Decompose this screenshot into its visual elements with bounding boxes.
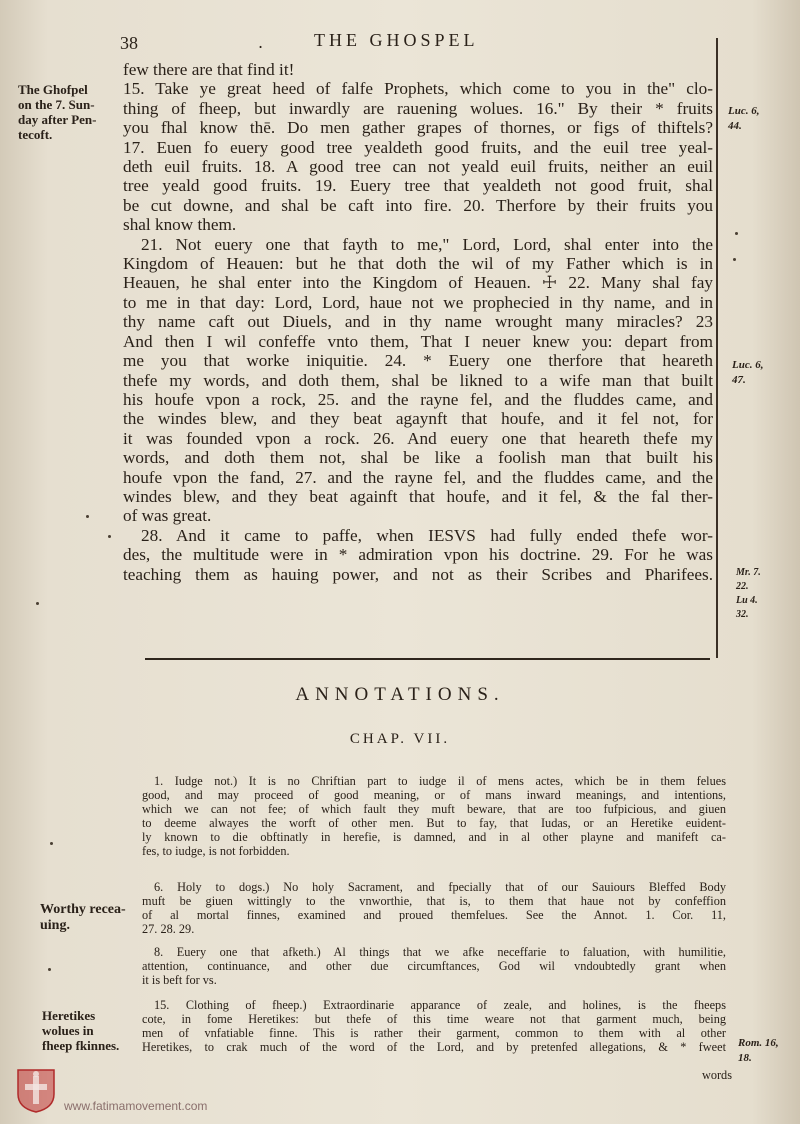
text-line: 28. And it came to paffe, when IESVS had fully ended thefe wor- <box>141 525 713 545</box>
annotation-line: men of vnfatiable finne. This is rather their garment, common to them with al other <box>142 1026 726 1041</box>
text-line: it was founded vpon a rock. 26. And euery one that heareth thefe my <box>123 428 713 448</box>
annotation-note-15 <box>142 998 726 1054</box>
ref-line: Luc. 6, <box>732 359 764 371</box>
ink-speck <box>733 258 736 261</box>
ink-speck <box>86 515 89 518</box>
text-line: tree yeald good fruits. 19. Euery tree that yealdeth not good fruit, shal <box>123 176 713 196</box>
section-divider <box>145 658 710 660</box>
text-line: of was great. <box>123 506 212 526</box>
ref-line: Lu 4. <box>736 595 758 606</box>
annotation-line: fes, to iudge, is not forbidden. <box>142 844 290 859</box>
text-line: to me in that day: Lord, Lord, haue not we prophecied in thy name, and in <box>123 292 713 312</box>
annotation-line: 15. Clothing of fheep.) Extraordinarie apparance of zeale, and holines, is the fheeps <box>154 998 726 1012</box>
annotation-line: it is beft for vs. <box>142 973 217 988</box>
annotation-line: cote, in fome Heretikes: but thefe of this time weare not that garment much, being <box>142 1012 726 1027</box>
ink-speck <box>108 535 111 538</box>
text-line: windes blew, and they beat againft that houfe, and it fel, & the fal ther- <box>123 486 713 506</box>
text-line: 17. Euen fo euery good tree yealdeth good fruits, and the euil tree yeal- <box>123 137 713 157</box>
text-line: thing of fheep, but inwardly are rauening wolues. 16." By their * fruits <box>123 98 713 118</box>
catchword <box>142 1068 732 1082</box>
annotation-line: 27. 28. 29. <box>142 922 195 937</box>
ref-line: 22. <box>736 581 749 592</box>
annotation-line: 8. Euery one that afketh.) Al things that we afke neceffarie to faluation, with humilitie, <box>154 945 726 959</box>
ink-speck <box>50 842 53 845</box>
margin-note-line: fheep fkinnes. <box>42 1038 120 1053</box>
margin-note-line: tecoft. <box>18 127 53 142</box>
text-line: few there are that find it! <box>123 60 295 79</box>
text-line: deth euil fruits. 18. A good tree can not yeald euil fruits, neither an euil <box>123 157 713 177</box>
text-line: you fhal know thē. Do men gather grapes of thornes, or figs of thiftels? <box>123 118 713 138</box>
ref-line: 44. <box>728 120 742 132</box>
annotation-line: good, and may proceed of good meaning, or of mans inward meanings, and intentions, <box>142 788 726 803</box>
annotation-line: Heretikes, to crak much of the word of the Lord, and by pretenfed allegations, & * fweet <box>142 1040 726 1055</box>
page-number: 38 <box>120 33 138 53</box>
margin-note-worthy <box>40 902 126 934</box>
text-line: thefe my words, and doth them, shal be likned to a wife man that built <box>123 370 713 390</box>
vertical-rule <box>716 38 718 658</box>
text-line: houfe vpon the fand, 27. and the rayne fel, and the fluddes came, and the <box>123 467 713 487</box>
margin-note-line: uing. <box>40 918 70 933</box>
scripture-text <box>123 60 713 584</box>
margin-note-line: The Ghofpel <box>18 82 88 97</box>
text-line: 15. Take ye great heed of falfe Prophets, which come to you in the" clo- <box>123 79 713 99</box>
annotation-note-6 <box>142 880 726 936</box>
text-line: me you that worke iniquitie. 24. * Euery one therfore that heareth <box>123 351 713 371</box>
ink-speck <box>735 232 738 235</box>
annotation-note-1 <box>142 774 726 859</box>
ref-line: Mr. 7. <box>736 567 761 578</box>
text-line: des, the multitude were in * admiration vpon his doctrine. 29. For he was <box>123 545 713 565</box>
annotation-line: 1. Iudge not.) It is no Chriftian part to iudge il of mens actes, which be in them felues <box>154 774 726 788</box>
annotation-line: to deeme alwayes the worft of other men. But to fay, that Iudas, or an Heretike euident- <box>142 816 726 831</box>
text-line: his houfe vpon a rock, 25. and the rayne fel, and the fluddes came, and <box>123 389 713 409</box>
annotation-line: ly known to die obftinatly in herefie, is damned, and in al other playne and manifeft ca- <box>142 830 726 845</box>
text-line: Kingdom of Heauen: but he that doth the wil of my Father which is in <box>123 254 713 274</box>
ref-line: Luc. 6, <box>728 105 760 117</box>
margin-ref-luc-6-44 <box>728 104 759 134</box>
ink-speck <box>48 968 51 971</box>
ink-speck <box>36 602 39 605</box>
annotation-line: of al mortal finnes, examined and proued themfelues. See the Annot. 1. Cor. 11, <box>142 908 726 923</box>
margin-ref-luc-6-47 <box>732 358 763 388</box>
annotation-line: which we can not fee; of which fault they muft beware, that are too fufpicious, and giuen <box>142 802 726 817</box>
ref-line: 47. <box>732 374 746 386</box>
chapter-heading: CHAP. VII. <box>349 731 451 747</box>
margin-note-line: day after Pen- <box>18 112 97 127</box>
margin-ref-mr-7 <box>736 566 761 622</box>
annotations-title: ANNOTATIONS. <box>295 684 505 705</box>
text-line: 21. Not euery one that fayth to me," Lord, Lord, shal enter into the <box>141 234 713 254</box>
margin-note-line: Worthy recea- <box>40 902 126 917</box>
text-line: words, and doth them not, shal be like a foolish man that built his <box>123 448 713 468</box>
margin-note-heretikes <box>42 1008 119 1053</box>
ref-line: 18. <box>738 1052 752 1064</box>
fatima-seal-icon <box>12 1066 60 1114</box>
ref-line: Rom. 16, <box>738 1037 779 1049</box>
watermark-url: www.fatimamovement.com <box>64 1099 208 1113</box>
text-line: shal know them. <box>123 215 237 235</box>
margin-note-line: wolues in <box>42 1023 94 1038</box>
catchword-text: words <box>701 1068 732 1082</box>
ref-line: 32. <box>736 609 749 620</box>
text-line: be cut downe, and shal be caft into fire. 20. Therfore by their fruits you <box>123 195 713 215</box>
annotation-line: muft be giuen wittingly to the vnworthie, that is, to them that haue not by confeffion <box>142 894 726 909</box>
text-line: thy name caft out Diuels, and in thy name wrought many miracles? 23 <box>123 312 713 332</box>
text-line: teaching them as hauing power, and not as their Scribes and Pharifees. <box>123 564 713 584</box>
header-dot: . <box>258 33 264 52</box>
text-line: the windes blew, and they beat agaynft that houfe, and it fel not, for <box>123 409 713 429</box>
margin-note-line: Heretikes <box>42 1008 96 1023</box>
margin-ref-rom-16-18 <box>738 1036 779 1066</box>
annotation-line: 6. Holy to dogs.) No holy Sacrament, and fpecially that of our Sauiours Bleffed Body <box>154 880 726 894</box>
annotation-note-8 <box>142 945 726 987</box>
running-head: THE GHOSPEL <box>314 30 479 50</box>
annotation-line: attention, continuance, and other due circumftances, God wil vndoubtedly grant when <box>142 959 726 974</box>
margin-note-gospel <box>18 82 96 142</box>
text-line: And then I wil confeffe vnto them, That I neuer knew you: depart from <box>123 331 713 351</box>
margin-note-line: on the 7. Sun- <box>18 97 95 112</box>
text-line: Heauen, he shal enter into the Kingdom of Heauen. ☩ 22. Many shal fay <box>123 273 713 293</box>
